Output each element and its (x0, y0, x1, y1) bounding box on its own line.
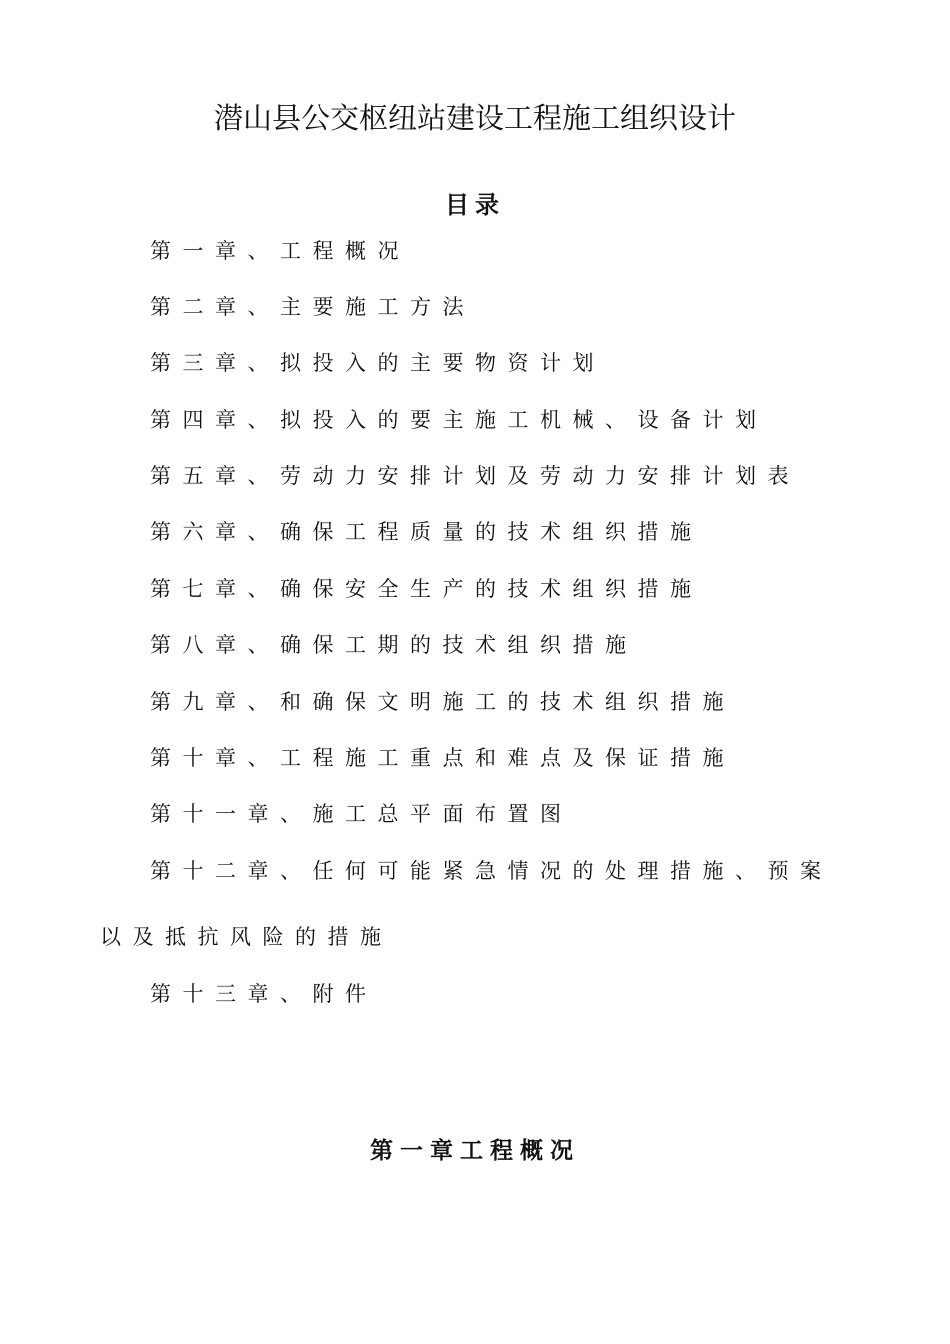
toc-item-chapter-13[interactable]: 第十三章、附件 (150, 982, 378, 1006)
toc-item-chapter-9[interactable]: 第九章、和确保文明施工的技术组织措施 (150, 690, 735, 714)
toc-item-chapter-12[interactable]: 第十二章、任何可能紧急情况的处理措施、预案 (150, 859, 833, 883)
toc-item-chapter-3[interactable]: 第三章、拟投入的主要物资计划 (150, 351, 605, 375)
toc-item-chapter-12-continued[interactable]: 以及抵抗风险的措施 (100, 925, 393, 949)
toc-item-chapter-10[interactable]: 第十章、工程施工重点和难点及保证措施 (150, 746, 735, 770)
toc-item-chapter-11[interactable]: 第十一章、施工总平面布置图 (150, 802, 573, 826)
document-title: 潜山县公交枢纽站建设工程施工组织设计 (213, 101, 736, 135)
toc-heading: 目录 (445, 191, 505, 219)
toc-item-chapter-6[interactable]: 第六章、确保工程质量的技术组织措施 (150, 520, 703, 544)
toc-item-chapter-1[interactable]: 第一章、工程概况 (150, 239, 410, 263)
section-heading-chapter-1: 第一章工程概况 (370, 1138, 580, 1164)
toc-item-chapter-8[interactable]: 第八章、确保工期的技术组织措施 (150, 633, 638, 657)
toc-item-chapter-7[interactable]: 第七章、确保安全生产的技术组织措施 (150, 577, 703, 601)
toc-item-chapter-5[interactable]: 第五章、劳动力安排计划及劳动力安排计划表 (150, 464, 800, 488)
toc-item-chapter-2[interactable]: 第二章、主要施工方法 (150, 295, 475, 319)
toc-item-chapter-4[interactable]: 第四章、拟投入的要主施工机械、设备计划 (150, 408, 768, 432)
